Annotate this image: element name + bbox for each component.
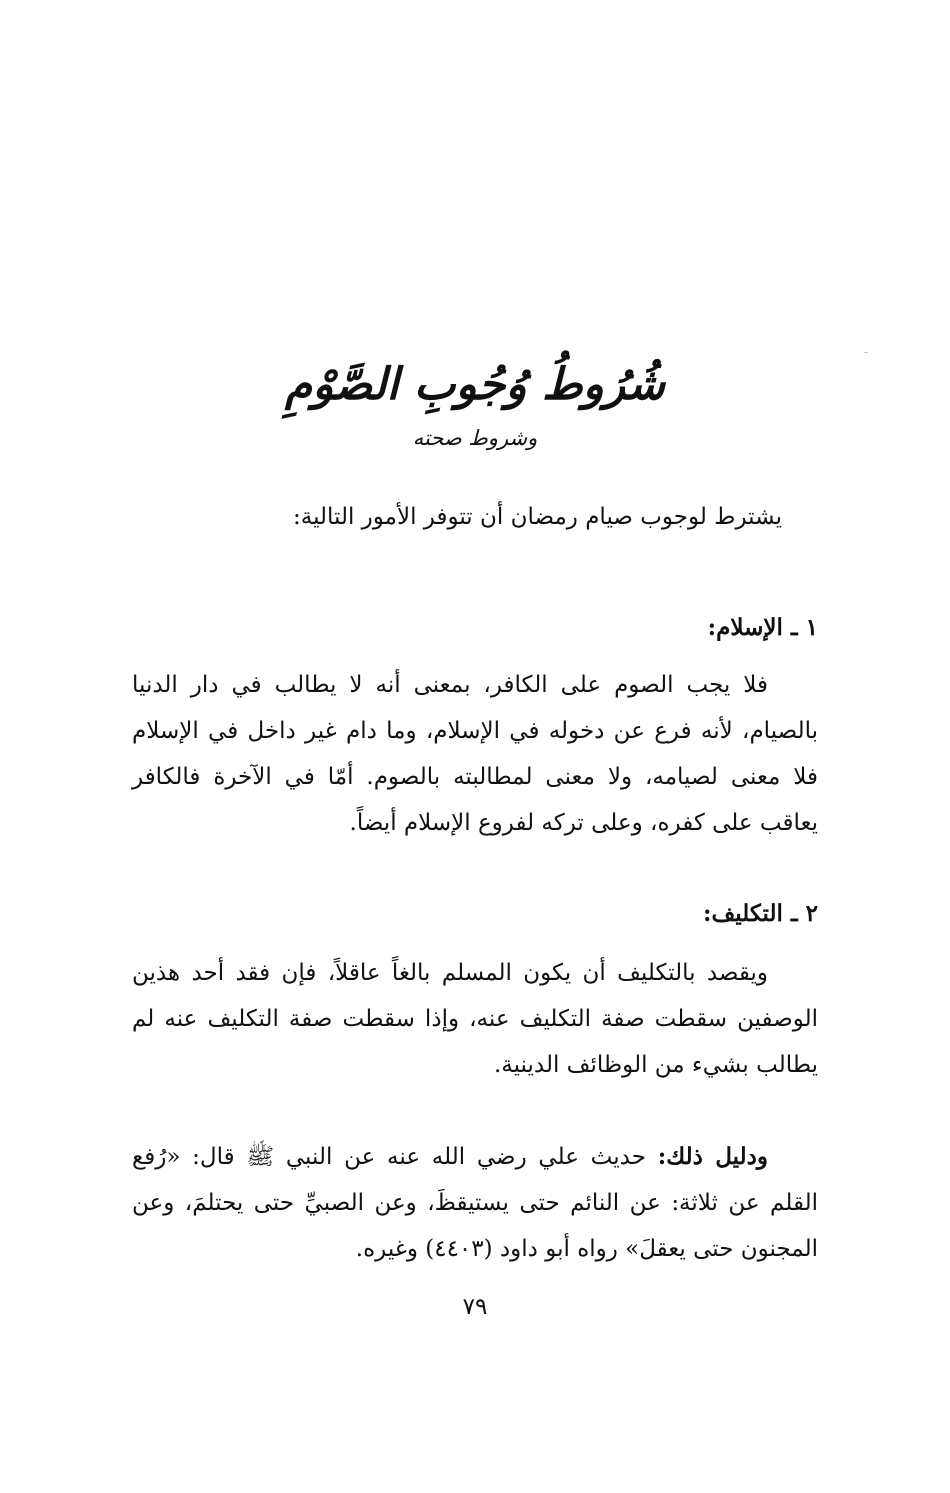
- page-number: ٧٩: [462, 1294, 488, 1320]
- evidence-text: حديث علي رضي الله عنه عن النبي ﷺ قال: «رُفع القلم عن ثلاثة: عن النائم حتى يستيقظَ، وعن الصبيِّ حتى يحتلمَ، وعن المجنون حتى يعقلَ» رواه أبو داود (٤٤٠٣) وغيره.: [132, 1144, 818, 1262]
- section-heading-islam: ١ ـ الإسلام:: [707, 614, 818, 641]
- section-heading-taklif: ٢ ـ التكليف:: [702, 900, 818, 927]
- evidence-lead: ودليل ذلك:: [657, 1143, 768, 1170]
- margin-mark: [864, 352, 868, 353]
- chapter-title-block: [0, 355, 950, 453]
- section-paragraph-islam: فلا يجب الصوم على الكافر، بمعنى أنه لا يطالب في دار الدنيا بالصيام، لأنه فرع عن دخوله في الإسلام، وما دام غير داخل في الإسلام فلا معنى لصيامه، ولا معنى لمطالبته بالصوم. أمّا في الآخرة فالكافر يعاقب على كفره، وعلى تركه لفروع الإسلام أيضاً.: [132, 672, 818, 836]
- chapter-title: شُرُوطُ وُجُوبِ الصَّوْمِ: [284, 359, 666, 410]
- evidence-paragraph: [132, 1134, 818, 1272]
- intro-paragraph: يشترط لوجوب صيام رمضان أن تتوفر الأمور التالية:: [292, 504, 782, 530]
- chapter-subtitle: وشروط صحته: [412, 426, 538, 450]
- section-paragraph-taklif: ويقصد بالتكليف أن يكون المسلم بالغاً عاقلاً، فإن فقد أحد هذين الوصفين سقطت صفة التكليف عنه، وإذا سقطت صفة التكليف عنه لم يطالب بشيء من الوظائف الدينية.: [132, 960, 819, 1078]
